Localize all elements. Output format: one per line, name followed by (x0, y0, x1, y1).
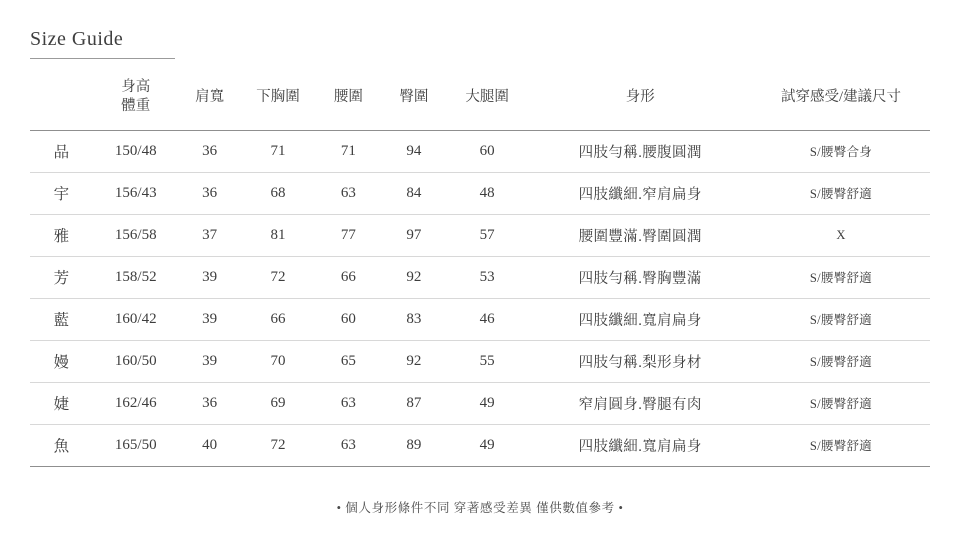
cell-height-weight: 165/50 (114, 436, 157, 453)
cell-height-weight: 162/46 (114, 394, 157, 411)
page-title-block (30, 28, 170, 59)
cell-underbust: 66 (270, 310, 286, 327)
cell-shoulder: 36 (202, 394, 218, 411)
cell-body-shape: 四肢勻稱.梨形身材 (578, 354, 702, 371)
cell-shoulder: 39 (202, 352, 218, 369)
cell-thigh: 48 (479, 184, 495, 201)
cell-shoulder: 39 (202, 310, 218, 327)
cell-waist: 77 (340, 226, 356, 243)
header-row (30, 72, 930, 130)
cell-underbust: 72 (270, 436, 286, 453)
cell-body-shape: 四肢纖細.寬肩扁身 (578, 312, 702, 329)
cell-name: 雅 (53, 228, 71, 246)
header-body-shape: 身形 (625, 88, 655, 105)
cell-shoulder: 36 (202, 142, 218, 159)
cell-name: 魚 (53, 438, 71, 456)
cell-name: 宇 (53, 186, 71, 204)
cell-name: 藍 (53, 312, 71, 330)
table-row (30, 382, 930, 424)
cell-fit: S/腰臀合身 (809, 145, 873, 160)
cell-height-weight: 160/42 (114, 310, 157, 327)
cell-fit: X (836, 227, 846, 242)
cell-body-shape: 四肢勻稱.臀胸豐滿 (578, 270, 702, 287)
table-row (30, 298, 930, 340)
table-row (30, 214, 930, 256)
cell-name: 嫚 (53, 354, 71, 372)
cell-waist: 71 (340, 142, 356, 159)
cell-height-weight: 160/50 (114, 352, 157, 369)
header-hip: 臀圍 (399, 88, 429, 105)
table-header (30, 72, 930, 130)
cell-height-weight: 158/52 (114, 268, 157, 285)
cell-body-shape: 四肢纖細.窄肩扁身 (578, 186, 702, 203)
header-underbust: 下胸圍 (256, 88, 300, 105)
page-title: Size Guide (30, 28, 124, 50)
cell-shoulder: 36 (202, 184, 218, 201)
cell-fit: S/腰臀舒適 (809, 397, 873, 412)
footnote: • 個人身形條件不同 穿著感受差異 僅供數值參考 • (336, 501, 624, 515)
size-guide-table (30, 72, 930, 467)
cell-fit: S/腰臀舒適 (809, 439, 873, 454)
cell-shoulder: 40 (202, 436, 218, 453)
cell-underbust: 68 (270, 184, 286, 201)
cell-waist: 63 (340, 184, 356, 201)
cell-waist: 63 (340, 436, 356, 453)
cell-underbust: 69 (270, 394, 286, 411)
cell-hip: 94 (406, 142, 422, 159)
header-waist: 腰圍 (333, 88, 363, 105)
cell-fit: S/腰臀舒適 (809, 355, 873, 370)
cell-body-shape: 四肢纖細.寬肩扁身 (578, 438, 702, 455)
table-row (30, 130, 930, 172)
cell-name: 婕 (53, 396, 71, 414)
cell-thigh: 57 (479, 226, 495, 243)
table-row (30, 340, 930, 382)
header-height: 身高 (121, 79, 151, 95)
cell-body-shape: 四肢勻稱.腰腹圓潤 (578, 144, 702, 161)
cell-fit: S/腰臀舒適 (809, 313, 873, 328)
header-thigh: 大腿圍 (465, 88, 509, 105)
table-row (30, 172, 930, 214)
cell-name: 芳 (53, 270, 71, 288)
cell-underbust: 70 (270, 352, 286, 369)
cell-height-weight: 150/48 (114, 142, 157, 159)
cell-thigh: 55 (479, 352, 495, 369)
cell-waist: 66 (340, 268, 356, 285)
cell-height-weight: 156/43 (114, 184, 157, 201)
cell-hip: 87 (406, 394, 422, 411)
cell-body-shape: 腰圍豐滿.臀圍圓潤 (578, 228, 702, 245)
cell-hip: 89 (406, 436, 422, 453)
cell-waist: 65 (340, 352, 356, 369)
cell-thigh: 60 (479, 142, 495, 159)
cell-underbust: 81 (270, 226, 286, 243)
cell-hip: 83 (406, 310, 422, 327)
cell-shoulder: 37 (202, 226, 218, 243)
table-body (30, 130, 930, 466)
header-name (30, 72, 94, 130)
cell-thigh: 49 (479, 436, 495, 453)
table-row (30, 424, 930, 466)
cell-name: 品 (53, 144, 71, 162)
table-row (30, 256, 930, 298)
cell-waist: 60 (340, 310, 356, 327)
cell-thigh: 53 (479, 268, 495, 285)
header-shoulder: 肩寬 (195, 88, 225, 105)
header-weight: 體重 (121, 97, 151, 114)
cell-fit: S/腰臀舒適 (809, 187, 873, 202)
header-height-weight (94, 72, 178, 130)
cell-thigh: 49 (479, 394, 495, 411)
cell-shoulder: 39 (202, 268, 218, 285)
cell-underbust: 72 (270, 268, 286, 285)
cell-hip: 92 (406, 268, 422, 285)
cell-hip: 84 (406, 184, 422, 201)
cell-height-weight: 156/58 (114, 226, 157, 243)
cell-body-shape: 窄肩圓身.臀腿有肉 (578, 396, 702, 413)
cell-waist: 63 (340, 394, 356, 411)
cell-hip: 97 (406, 226, 422, 243)
cell-underbust: 71 (270, 142, 286, 159)
title-underline (30, 58, 175, 59)
cell-hip: 92 (406, 352, 422, 369)
cell-fit: S/腰臀舒適 (809, 271, 873, 286)
cell-thigh: 46 (479, 310, 495, 327)
header-fit-feedback: 試穿感受/建議尺寸 (780, 88, 902, 105)
